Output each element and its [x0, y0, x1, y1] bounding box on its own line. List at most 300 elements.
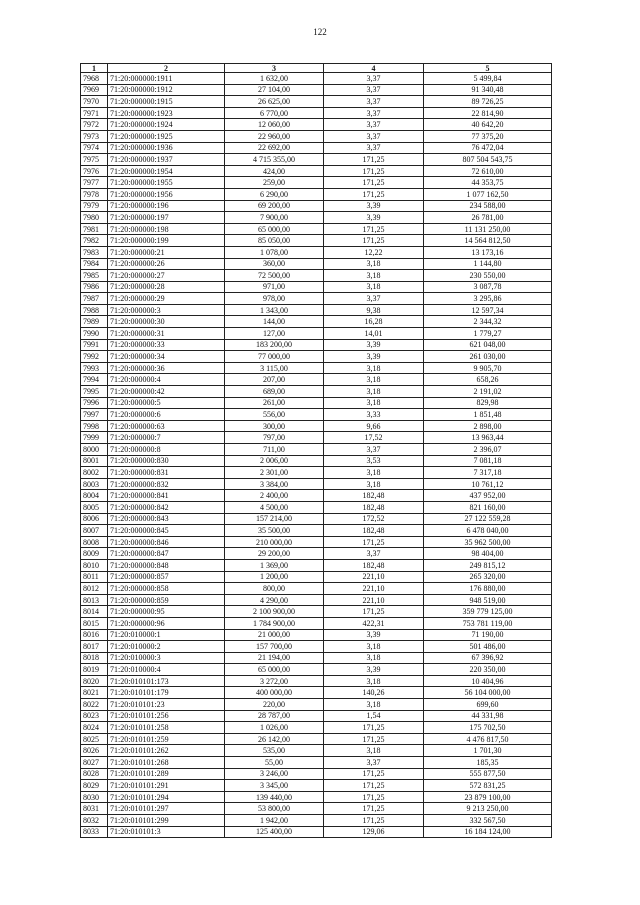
area-cell: 797,00	[225, 432, 324, 444]
value-cell: 265 320,00	[424, 571, 552, 583]
value-cell: 753 781 119,00	[424, 617, 552, 629]
row-number-cell: 8028	[81, 768, 108, 780]
cadastral-number-cell: 71:20:000000:36	[108, 362, 225, 374]
table-body	[81, 73, 552, 838]
value-cell: 27 122 559,28	[424, 513, 552, 525]
table-row	[81, 791, 552, 803]
value-cell: 1 077 162,50	[424, 188, 552, 200]
row-number-cell: 8012	[81, 583, 108, 595]
area-cell: 1 942,00	[225, 815, 324, 827]
value-cell: 3 295,86	[424, 293, 552, 305]
area-cell: 4 500,00	[225, 501, 324, 513]
value-cell: 26 781,00	[424, 212, 552, 224]
value-cell: 1 779,27	[424, 328, 552, 340]
value-cell: 1 701,30	[424, 745, 552, 757]
rate-cell: 3,18	[324, 745, 424, 757]
area-cell: 3 246,00	[225, 768, 324, 780]
value-cell: 35 962 500,00	[424, 536, 552, 548]
row-number-cell: 7980	[81, 212, 108, 224]
rate-cell: 171,25	[324, 177, 424, 189]
rate-cell: 3,18	[324, 281, 424, 293]
row-number-cell: 7991	[81, 339, 108, 351]
cadastral-number-cell: 71:20:000000:843	[108, 513, 225, 525]
area-cell: 35 500,00	[225, 525, 324, 537]
table-row	[81, 548, 552, 560]
rate-cell: 3,37	[324, 757, 424, 769]
cadastral-number-cell: 71:20:000000:1923	[108, 107, 225, 119]
table-row	[81, 803, 552, 815]
area-cell: 65 000,00	[225, 223, 324, 235]
row-number-cell: 7976	[81, 165, 108, 177]
rate-cell: 3,18	[324, 478, 424, 490]
area-cell: 3 384,00	[225, 478, 324, 490]
cadastral-number-cell: 71:20:000000:846	[108, 536, 225, 548]
area-cell: 6 290,00	[225, 188, 324, 200]
value-cell: 9 905,70	[424, 362, 552, 374]
row-number-cell: 7975	[81, 154, 108, 166]
rate-cell: 16,28	[324, 316, 424, 328]
row-number-cell: 8031	[81, 803, 108, 815]
table-row	[81, 490, 552, 502]
area-cell: 2 006,00	[225, 455, 324, 467]
area-cell: 1 784 900,00	[225, 617, 324, 629]
column-header: 2	[108, 64, 225, 73]
table-row	[81, 768, 552, 780]
table-row	[81, 270, 552, 282]
cadastral-number-cell: 71:20:000000:7	[108, 432, 225, 444]
cadastral-number-cell: 71:20:000000:96	[108, 617, 225, 629]
area-cell: 535,00	[225, 745, 324, 757]
value-cell: 12 597,34	[424, 304, 552, 316]
rate-cell: 171,25	[324, 733, 424, 745]
area-cell: 220,00	[225, 699, 324, 711]
cadastral-number-cell: 71:20:000000:845	[108, 525, 225, 537]
rate-cell: 221,10	[324, 583, 424, 595]
cadastral-number-cell: 71:20:000000:31	[108, 328, 225, 340]
table-row	[81, 130, 552, 142]
row-number-cell: 7995	[81, 386, 108, 398]
table-row	[81, 780, 552, 792]
area-cell: 26 142,00	[225, 733, 324, 745]
row-number-cell: 7971	[81, 107, 108, 119]
cadastral-number-cell: 71:20:000000:1911	[108, 73, 225, 85]
table-row	[81, 281, 552, 293]
land-registry-table	[80, 63, 552, 838]
rate-cell: 172,52	[324, 513, 424, 525]
rate-cell: 422,31	[324, 617, 424, 629]
table-row	[81, 687, 552, 699]
row-number-cell: 7992	[81, 351, 108, 363]
cadastral-number-cell: 71:20:010101:179	[108, 687, 225, 699]
row-number-cell: 7988	[81, 304, 108, 316]
area-cell: 26 625,00	[225, 96, 324, 108]
area-cell: 22 692,00	[225, 142, 324, 154]
cadastral-number-cell: 71:20:010000:1	[108, 629, 225, 641]
row-number-cell: 8004	[81, 490, 108, 502]
value-cell: 807 504 543,75	[424, 154, 552, 166]
row-number-cell: 7972	[81, 119, 108, 131]
value-cell: 821 160,00	[424, 501, 552, 513]
rate-cell: 171,25	[324, 803, 424, 815]
cadastral-number-cell: 71:20:000000:63	[108, 420, 225, 432]
value-cell: 6 478 040,00	[424, 525, 552, 537]
value-cell: 22 814,90	[424, 107, 552, 119]
area-cell: 139 440,00	[225, 791, 324, 803]
value-cell: 829,98	[424, 397, 552, 409]
rate-cell: 140,26	[324, 687, 424, 699]
area-cell: 261,00	[225, 397, 324, 409]
table-row	[81, 455, 552, 467]
value-cell: 98 404,00	[424, 548, 552, 560]
cadastral-number-cell: 71:20:000000:26	[108, 258, 225, 270]
rate-cell: 3,37	[324, 107, 424, 119]
page-number: 122	[313, 27, 327, 37]
value-cell: 10 404,96	[424, 675, 552, 687]
area-cell: 259,00	[225, 177, 324, 189]
rate-cell: 3,18	[324, 386, 424, 398]
table-row	[81, 165, 552, 177]
area-cell: 1 078,00	[225, 246, 324, 258]
row-number-cell: 7978	[81, 188, 108, 200]
area-cell: 400 000,00	[225, 687, 324, 699]
rate-cell: 182,48	[324, 501, 424, 513]
area-cell: 157 214,00	[225, 513, 324, 525]
row-number-cell: 7970	[81, 96, 108, 108]
row-number-cell: 8023	[81, 710, 108, 722]
area-cell: 157 700,00	[225, 641, 324, 653]
area-cell: 27 104,00	[225, 84, 324, 96]
cadastral-number-cell: 71:20:000000:28	[108, 281, 225, 293]
area-cell: 300,00	[225, 420, 324, 432]
table-row	[81, 386, 552, 398]
rate-cell: 3,33	[324, 409, 424, 421]
cadastral-number-cell: 71:20:010101:256	[108, 710, 225, 722]
area-cell: 69 200,00	[225, 200, 324, 212]
row-number-cell: 8010	[81, 559, 108, 571]
rate-cell: 14,01	[324, 328, 424, 340]
cadastral-number-cell: 71:20:000000:831	[108, 467, 225, 479]
cadastral-number-cell: 71:20:010000:2	[108, 641, 225, 653]
row-number-cell: 8007	[81, 525, 108, 537]
rate-cell: 3,39	[324, 339, 424, 351]
cadastral-number-cell: 71:20:010101:258	[108, 722, 225, 734]
cadastral-number-cell: 71:20:010101:268	[108, 757, 225, 769]
table-row	[81, 444, 552, 456]
rate-cell: 3,37	[324, 96, 424, 108]
table-row	[81, 84, 552, 96]
row-number-cell: 8025	[81, 733, 108, 745]
value-cell: 501 486,00	[424, 641, 552, 653]
area-cell: 2 400,00	[225, 490, 324, 502]
area-cell: 85 050,00	[225, 235, 324, 247]
area-cell: 1 343,00	[225, 304, 324, 316]
area-cell: 28 787,00	[225, 710, 324, 722]
row-number-cell: 8015	[81, 617, 108, 629]
value-cell: 89 726,25	[424, 96, 552, 108]
cadastral-number-cell: 71:20:000000:8	[108, 444, 225, 456]
value-cell: 948 519,00	[424, 594, 552, 606]
area-cell: 127,00	[225, 328, 324, 340]
row-number-cell: 8033	[81, 826, 108, 838]
row-number-cell: 7987	[81, 293, 108, 305]
cadastral-number-cell: 71:20:000000:842	[108, 501, 225, 513]
table-row	[81, 223, 552, 235]
rate-cell: 3,18	[324, 652, 424, 664]
rate-cell: 171,25	[324, 768, 424, 780]
value-cell: 1 144,80	[424, 258, 552, 270]
value-cell: 2 344,32	[424, 316, 552, 328]
cadastral-number-cell: 71:20:000000:95	[108, 606, 225, 618]
area-cell: 1 632,00	[225, 73, 324, 85]
row-number-cell: 7984	[81, 258, 108, 270]
row-number-cell: 8022	[81, 699, 108, 711]
row-number-cell: 7999	[81, 432, 108, 444]
rate-cell: 182,48	[324, 525, 424, 537]
table-row	[81, 235, 552, 247]
area-cell: 77 000,00	[225, 351, 324, 363]
table-row	[81, 478, 552, 490]
rate-cell: 3,18	[324, 397, 424, 409]
row-number-cell: 8011	[81, 571, 108, 583]
cadastral-number-cell: 71:20:000000:1915	[108, 96, 225, 108]
rate-cell: 171,25	[324, 188, 424, 200]
table-row	[81, 258, 552, 270]
value-cell: 3 087,78	[424, 281, 552, 293]
rate-cell: 3,18	[324, 362, 424, 374]
value-cell: 7 081,18	[424, 455, 552, 467]
area-cell: 3 345,00	[225, 780, 324, 792]
cadastral-number-cell: 71:20:000000:1912	[108, 84, 225, 96]
table-row	[81, 142, 552, 154]
table-row	[81, 617, 552, 629]
cadastral-number-cell: 71:20:000000:1936	[108, 142, 225, 154]
cadastral-number-cell: 71:20:010000:4	[108, 664, 225, 676]
row-number-cell: 8002	[81, 467, 108, 479]
row-number-cell: 7998	[81, 420, 108, 432]
rate-cell: 3,18	[324, 258, 424, 270]
table-row	[81, 467, 552, 479]
rate-cell: 171,25	[324, 780, 424, 792]
cadastral-number-cell: 71:20:000000:198	[108, 223, 225, 235]
value-cell: 249 815,12	[424, 559, 552, 571]
value-cell: 572 831,25	[424, 780, 552, 792]
row-number-cell: 8003	[81, 478, 108, 490]
rate-cell: 3,39	[324, 664, 424, 676]
rate-cell: 171,25	[324, 165, 424, 177]
row-number-cell: 7983	[81, 246, 108, 258]
area-cell: 7 900,00	[225, 212, 324, 224]
row-number-cell: 8026	[81, 745, 108, 757]
rate-cell: 3,37	[324, 130, 424, 142]
table-row	[81, 119, 552, 131]
rate-cell: 9,66	[324, 420, 424, 432]
cadastral-number-cell: 71:20:000000:34	[108, 351, 225, 363]
row-number-cell: 8005	[81, 501, 108, 513]
rate-cell: 3,37	[324, 142, 424, 154]
area-cell: 711,00	[225, 444, 324, 456]
row-number-cell: 8030	[81, 791, 108, 803]
cadastral-number-cell: 71:20:000000:6	[108, 409, 225, 421]
table-row	[81, 73, 552, 85]
cadastral-number-cell: 71:20:010101:3	[108, 826, 225, 838]
cadastral-number-cell: 71:20:000000:830	[108, 455, 225, 467]
area-cell: 800,00	[225, 583, 324, 595]
cadastral-number-cell: 71:20:010101:262	[108, 745, 225, 757]
cadastral-number-cell: 71:20:000000:4	[108, 374, 225, 386]
table-row	[81, 664, 552, 676]
area-cell: 1 026,00	[225, 722, 324, 734]
cadastral-number-cell: 71:20:000000:3	[108, 304, 225, 316]
area-cell: 6 770,00	[225, 107, 324, 119]
table-row	[81, 397, 552, 409]
rate-cell: 3,37	[324, 119, 424, 131]
value-cell: 72 610,00	[424, 165, 552, 177]
table-row	[81, 293, 552, 305]
table-row	[81, 246, 552, 258]
cadastral-number-cell: 71:20:000000:1955	[108, 177, 225, 189]
rate-cell: 3,18	[324, 699, 424, 711]
value-cell: 5 499,84	[424, 73, 552, 85]
area-cell: 144,00	[225, 316, 324, 328]
area-cell: 4 290,00	[225, 594, 324, 606]
row-number-cell: 8014	[81, 606, 108, 618]
value-cell: 555 877,50	[424, 768, 552, 780]
value-cell: 332 567,50	[424, 815, 552, 827]
table-row	[81, 501, 552, 513]
area-cell: 3 272,00	[225, 675, 324, 687]
value-cell: 2 191,02	[424, 386, 552, 398]
rate-cell: 171,25	[324, 606, 424, 618]
table-row	[81, 675, 552, 687]
value-cell: 40 642,20	[424, 119, 552, 131]
area-cell: 210 000,00	[225, 536, 324, 548]
table-row	[81, 641, 552, 653]
cadastral-number-cell: 71:20:000000:42	[108, 386, 225, 398]
rate-cell: 3,37	[324, 73, 424, 85]
table-row	[81, 212, 552, 224]
area-cell: 2 100 900,00	[225, 606, 324, 618]
area-cell: 556,00	[225, 409, 324, 421]
value-cell: 91 340,48	[424, 84, 552, 96]
rate-cell: 171,25	[324, 791, 424, 803]
value-cell: 44 331,98	[424, 710, 552, 722]
table-row	[81, 432, 552, 444]
row-number-cell: 8006	[81, 513, 108, 525]
rate-cell: 171,25	[324, 223, 424, 235]
table-row	[81, 699, 552, 711]
row-number-cell: 7994	[81, 374, 108, 386]
value-cell: 77 375,20	[424, 130, 552, 142]
row-number-cell: 7974	[81, 142, 108, 154]
column-header: 3	[225, 64, 324, 73]
value-cell: 261 030,00	[424, 351, 552, 363]
rate-cell: 129,06	[324, 826, 424, 838]
cadastral-number-cell: 71:20:000000:21	[108, 246, 225, 258]
rate-cell: 171,25	[324, 154, 424, 166]
table-row	[81, 420, 552, 432]
area-cell: 971,00	[225, 281, 324, 293]
table-row	[81, 583, 552, 595]
cadastral-number-cell: 71:20:010000:3	[108, 652, 225, 664]
area-cell: 689,00	[225, 386, 324, 398]
rate-cell: 3,18	[324, 675, 424, 687]
row-number-cell: 7986	[81, 281, 108, 293]
cadastral-number-cell: 71:20:000000:1954	[108, 165, 225, 177]
value-cell: 2 898,00	[424, 420, 552, 432]
cadastral-number-cell: 71:20:000000:832	[108, 478, 225, 490]
row-number-cell: 7993	[81, 362, 108, 374]
cadastral-number-cell: 71:20:010101:173	[108, 675, 225, 687]
area-cell: 183 200,00	[225, 339, 324, 351]
cadastral-number-cell: 71:20:000000:5	[108, 397, 225, 409]
table-row	[81, 188, 552, 200]
value-cell: 1 851,48	[424, 409, 552, 421]
rate-cell: 171,25	[324, 815, 424, 827]
row-number-cell: 8032	[81, 815, 108, 827]
table-row	[81, 328, 552, 340]
row-number-cell: 7977	[81, 177, 108, 189]
table-header-row	[81, 64, 552, 73]
cadastral-number-cell: 71:20:000000:857	[108, 571, 225, 583]
rate-cell: 3,37	[324, 444, 424, 456]
value-cell: 23 879 100,00	[424, 791, 552, 803]
row-number-cell: 8024	[81, 722, 108, 734]
value-cell: 699,60	[424, 699, 552, 711]
cadastral-number-cell: 71:20:010101:291	[108, 780, 225, 792]
rate-cell: 3,39	[324, 212, 424, 224]
cadastral-number-cell: 71:20:000000:33	[108, 339, 225, 351]
area-cell: 12 060,00	[225, 119, 324, 131]
row-number-cell: 7985	[81, 270, 108, 282]
rate-cell: 221,10	[324, 571, 424, 583]
cadastral-number-cell: 71:20:000000:197	[108, 212, 225, 224]
table-row	[81, 745, 552, 757]
value-cell: 359 779 125,00	[424, 606, 552, 618]
cadastral-number-cell: 71:20:000000:858	[108, 583, 225, 595]
row-number-cell: 7996	[81, 397, 108, 409]
area-cell: 207,00	[225, 374, 324, 386]
area-cell: 22 960,00	[225, 130, 324, 142]
area-cell: 29 200,00	[225, 548, 324, 560]
value-cell: 176 880,00	[424, 583, 552, 595]
rate-cell: 1,54	[324, 710, 424, 722]
value-cell: 220 350,00	[424, 664, 552, 676]
cadastral-number-cell: 71:20:010101:297	[108, 803, 225, 815]
table-row	[81, 200, 552, 212]
table-row	[81, 339, 552, 351]
rate-cell: 3,18	[324, 467, 424, 479]
table-row	[81, 409, 552, 421]
row-number-cell: 7968	[81, 73, 108, 85]
cadastral-number-cell: 71:20:010101:294	[108, 791, 225, 803]
row-number-cell: 8000	[81, 444, 108, 456]
rate-cell: 221,10	[324, 594, 424, 606]
rate-cell: 3,39	[324, 200, 424, 212]
area-cell: 53 800,00	[225, 803, 324, 815]
value-cell: 11 131 250,00	[424, 223, 552, 235]
cadastral-number-cell: 71:20:000000:1956	[108, 188, 225, 200]
cadastral-number-cell: 71:20:000000:847	[108, 548, 225, 560]
value-cell: 71 190,00	[424, 629, 552, 641]
rate-cell: 3,37	[324, 84, 424, 96]
table-row	[81, 757, 552, 769]
cadastral-number-cell: 71:20:000000:30	[108, 316, 225, 328]
rate-cell: 3,18	[324, 641, 424, 653]
table-row	[81, 733, 552, 745]
cadastral-number-cell: 71:20:010101:299	[108, 815, 225, 827]
value-cell: 10 761,12	[424, 478, 552, 490]
cadastral-number-cell: 71:20:000000:848	[108, 559, 225, 571]
